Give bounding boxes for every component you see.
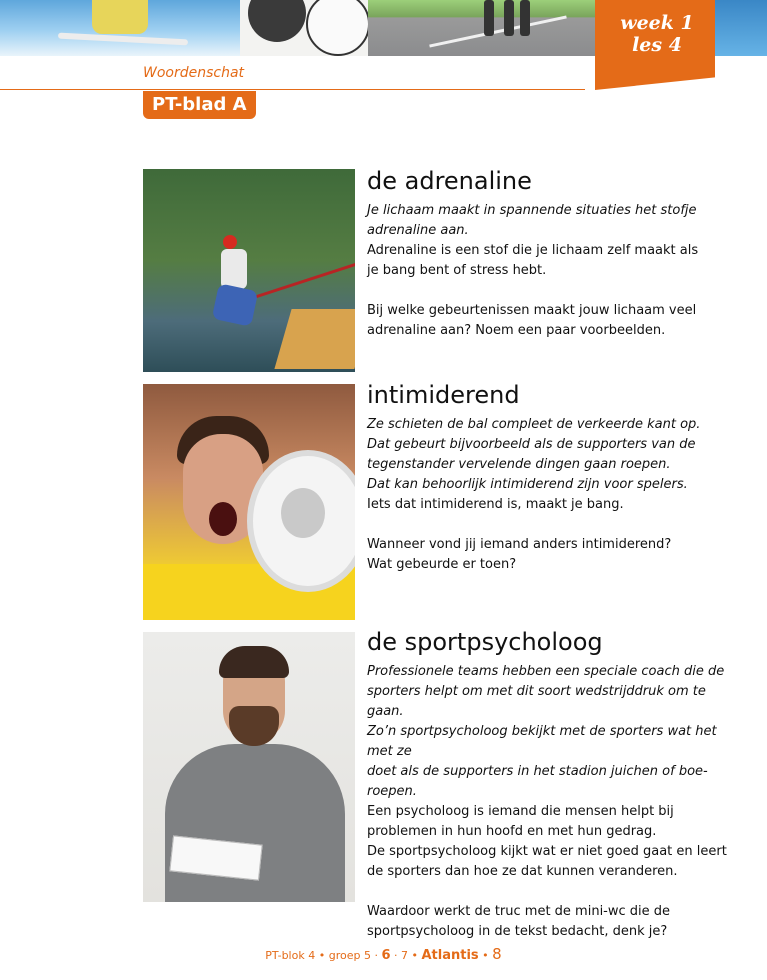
example-line: tegenstander vervelende dingen gaan roepen. [367,457,671,472]
example-line: Professionele teams hebben een speciale coach die de [367,664,725,679]
vocab-entry-adrenaline [367,166,727,341]
balls-photo [240,0,368,56]
cycling-photo [368,0,600,56]
week-label [612,12,702,56]
baseball [306,0,370,56]
definition-line: De sportpsycholoog kijkt wat er niet goed gaat en leert [367,844,727,859]
cyclist-figure [520,0,530,36]
question-line: adrenaline aan? Noem een paar voorbeelden. [367,323,666,338]
sheet-badge: PT-blad A [143,91,256,119]
example-line: Dat kan behoorlijk intimiderend zijn voor spelers. [367,477,688,492]
question-line: Wat gebeurde er toen? [367,557,517,572]
question-line: sportpsycholoog in de tekst bedacht, denk je? [367,924,668,939]
definition-line: je bang bent of stress hebt. [367,263,547,278]
bungee-jump-photo [143,169,355,372]
example-line: sporters helpt om met dit soort wedstrijddruk om te gaan. [367,684,706,719]
footer-separator: • [482,949,489,962]
cyclist-figure [504,0,514,36]
vocab-entry-sportpsycholoog [367,627,727,942]
rugby-ball [248,0,306,42]
bungee-rope [253,262,355,299]
jumper-figure [221,249,247,289]
definition-line: de sporters dan hoe ze dat kunnen veranderen. [367,864,678,879]
psychologist-beard [229,706,279,746]
vocab-word: de sportpsycholoog [367,628,603,656]
question-line: Waardoor werkt de truc met de mini-wc die de [367,904,671,919]
shouting-fan-photo [143,384,355,620]
sport-psychologist-photo [143,632,355,902]
lesson-number: les 4 [632,34,682,56]
road-marking [429,15,567,47]
question-line: Bij welke gebeurtenissen maakt jouw lichaam veel [367,303,697,318]
cyclist-figure [484,0,494,36]
section-label: Woordenschat [143,65,245,81]
jumper-helmet [223,235,237,249]
definition-line: Een psycholoog is iemand die mensen helpt bij [367,804,674,819]
question-line: Wanneer vond jij iemand anders intimiderend? [367,537,672,552]
footer-group-suffix: · 7 [394,949,408,962]
footer-group-prefix: groep 5 · [328,949,378,962]
header-divider [0,89,585,90]
example-line: Dat gebeurt bijvoorbeeld als de supporters van de [367,437,696,452]
jumper-legs [212,283,259,327]
fan-mouth [209,502,237,536]
snowboarder-figure [92,0,148,34]
example-line: adrenaline aan. [367,223,469,238]
snowboard-photo [0,0,240,56]
vocab-entry-intimiderend [367,380,727,575]
footer-separator: • [318,949,326,962]
megaphone-inner [281,488,325,538]
example-line: Ze schieten de bal compleet de verkeerde kant op. [367,417,701,432]
psychologist-hair [219,646,289,678]
footer-series: Atlantis [421,948,479,963]
snowboard [58,33,188,46]
definition-line: problemen in hun hoofd en met hun gedrag. [367,824,657,839]
footer-separator: • [411,949,418,962]
example-line: Zo’n sportpsycholoog bekijkt met de sporters wat het met ze [367,724,717,759]
vocab-word: intimiderend [367,381,520,409]
footer-group-current: 6 [381,948,391,963]
page-number: 8 [492,945,502,963]
example-line: doet als de supporters in het stadion juichen of boe-roepen. [367,764,708,799]
jump-platform [274,309,355,369]
definition-line: Adrenaline is een stof die je lichaam zelf maakt als [367,243,699,258]
page-footer [0,945,767,963]
footer-block: PT-blok 4 [265,949,316,962]
vocab-word: de adrenaline [367,167,532,195]
week-number: week 1 [620,12,694,34]
example-line: Je lichaam maakt in spannende situaties het stofje [367,203,697,218]
definition-line: Iets dat intimiderend is, maakt je bang. [367,497,624,512]
